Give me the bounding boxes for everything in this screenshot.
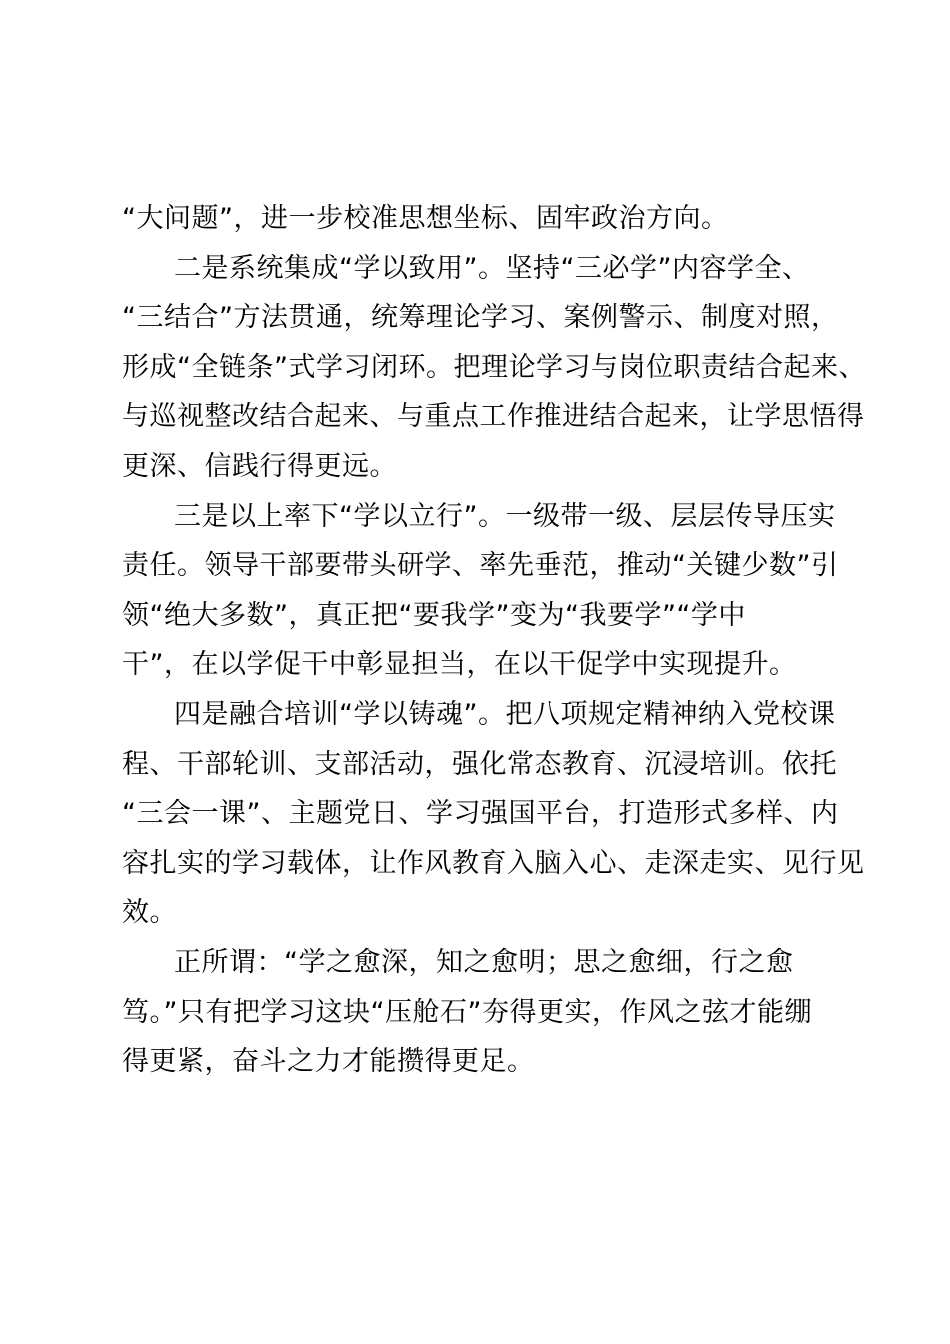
text-line: 笃。”只有把学习这块“压舱石”夯得更实，作风之弦才能绷 [122, 996, 812, 1028]
text-line: 领“绝大多数”，真正把“要我学”变为“我要学”“学中 [122, 599, 746, 631]
text-line: 效。 [122, 897, 177, 929]
text-line: 干”，在以学促干中彰显担当，在以干促学中实现提升。 [122, 649, 797, 681]
text-line: 责任。领导干部要带头研学、率先垂范，推动“关键少数”引 [122, 550, 839, 582]
paragraph-3-line: 三是以上率下“学以立行”。一级带一级、层层传导压实 [174, 500, 836, 532]
paragraph-4-line: 四是融合培训“学以铸魂”。把八项规定精神纳入党校课 [174, 698, 836, 730]
text-line: 更深、信践行得更远。 [122, 450, 397, 482]
text-line: 程、干部轮训、支部活动，强化常态教育、沉浸培训。依托 [122, 748, 837, 780]
text-line: 形成“全链条”式学习闭环。把理论学习与岗位职责结合起来、 [122, 351, 866, 383]
text-line: 得更紧，奋斗之力才能攒得更足。 [122, 1046, 535, 1078]
text-line: 容扎实的学习载体，让作风教育入脑入心、走深走实、见行见 [122, 847, 865, 879]
text-line: “大问题”，进一步校准思想坐标、固牢政治方向。 [122, 203, 729, 234]
text-line: “三会一课”、主题党日、学习强国平台，打造形式多样、内 [122, 798, 839, 830]
paragraph-5-line: 正所谓：“学之愈深，知之愈明；思之愈细，行之愈 [174, 946, 794, 978]
text-line: “三结合”方法贯通，统筹理论学习、案例警示、制度对照， [122, 302, 839, 334]
paragraph-2-line: 二是系统集成“学以致用”。坚持“三必学”内容学全、 [174, 252, 810, 284]
body-text [122, 194, 866, 1087]
text-line: 与巡视整改结合起来、与重点工作推进结合起来，让学思悟得 [122, 401, 865, 433]
